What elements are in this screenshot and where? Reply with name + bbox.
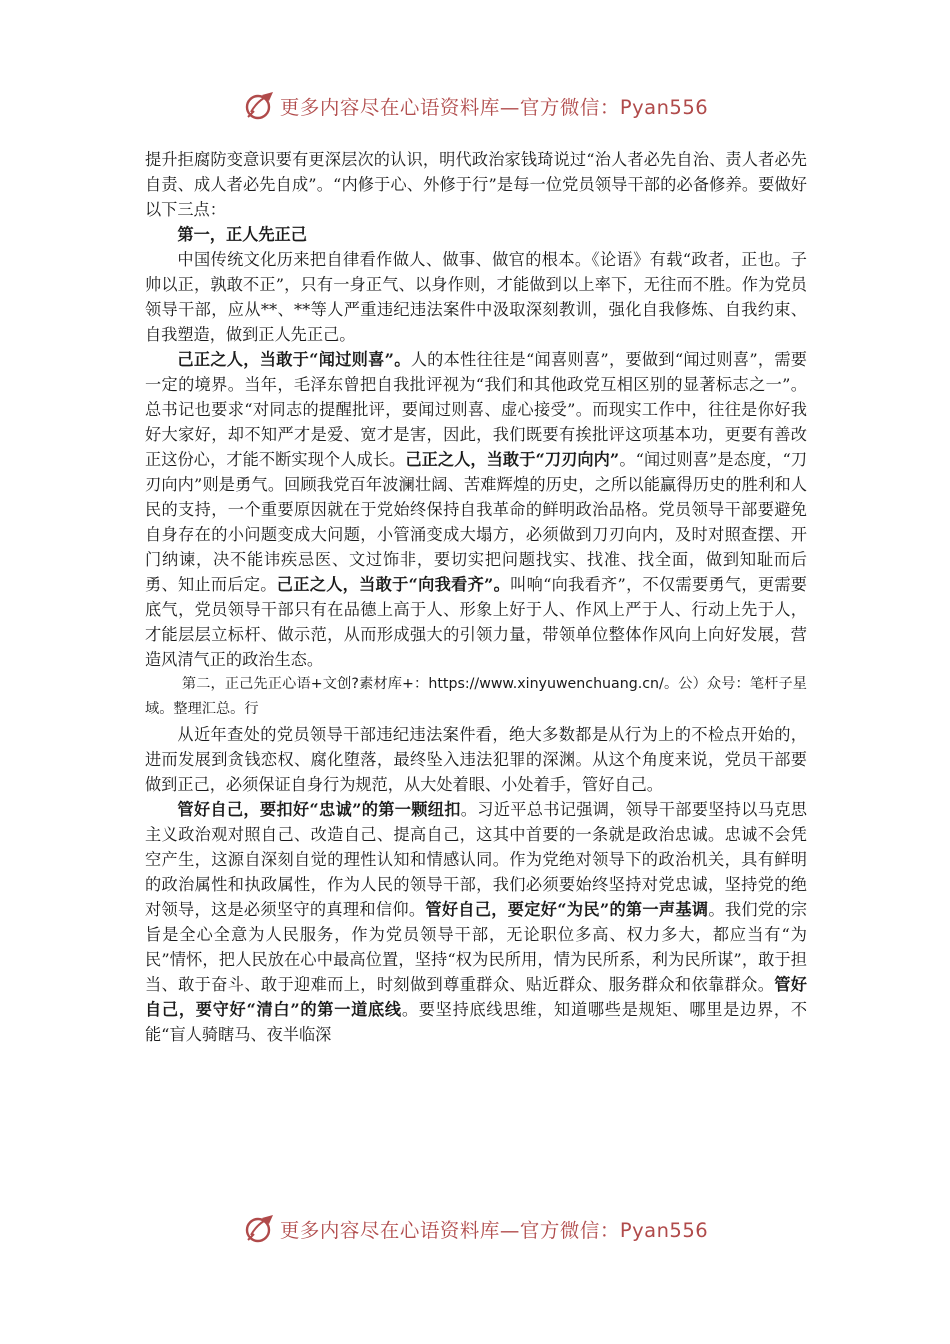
- bold-lead-5: 管好自己，要定好“为民”的第一声基调: [425, 900, 709, 919]
- bold-lead-1: 己正之人，当敢于“闻过则喜”。: [177, 350, 411, 369]
- bold-lead-4: 管好自己，要扣好“忠诚”的第一颗纽扣: [177, 800, 461, 819]
- bold-lead-6: 管好自己，要守好“清白”的第一道底线: [145, 975, 807, 1019]
- watermark-banner-bottom: [0, 1209, 950, 1249]
- pen-logo-icon: [242, 1212, 276, 1246]
- self-correction-paragraph: 己正之人，当敢于“闻过则喜”。人的本性往往是“闻喜则喜”，要做到“闻过则喜”，需要一定的境界。当年，毛泽东曾把自我批评视为“我们和其他政党互相区别的显著标志之一”。总书记也要求“对同志的提醒批评，要闻过则喜、虚心接受”。而现实工作中，往往是你好我好大家好，却不知严才是爱、宽才是害，因此，我们既要有挨批评这项基本功，更要有善改正这份心，才能不断实现个人成长。己正之人，当敢于“刀刃向内”。“闻过则喜”是态度，“刀刃向内”则是勇气。回顾我党百年波澜壮阔、苦难辉煌的历史，之所以能赢得历史的胜利和人民的支持，一个重要原因就在于党始终保持自我革命的鲜明政治品格。党员领导干部要避免自身存在的小问题变成大问题，小管涌变成大塌方，必须做到刀刃向内，及时对照查摆、开门纳谏，决不能讳疾忌医、文过饰非，要切实把问题找实、找准、找全面，做到知耻而后勇、知止而后定。己正之人，当敢于“向我看齐”。叫响“向我看齐”，不仅需要勇气，更需要底气，党员领导干部只有在品德上高于人、形象上好于人、作风上严于人、行动上先于人，才能层层立标杆、做示范，从而形成强大的引领力量，带领单位整体作风向上向好发展，营造风清气正的政治生态。: [145, 350, 808, 669]
- manage-self-paragraph: 管好自己，要扣好“忠诚”的第一颗纽扣。习近平总书记强调，领导干部要坚持以马克思主义政治观对照自己、改造自己、提高自己，这其中首要的一条就是政治忠诚。忠诚不会凭空产生，这源自深刻自觉的理性认知和情感认同。作为党绝对领导下的政治机关，具有鲜明的政治属性和执政属性，作为人民的领导干部，我们必须要始终坚持对党忠诚，坚持党的绝对领导，这是必须坚守的真理和信仰。管好自己，要定好“为民”的第一声基调。我们党的宗旨是全心全意为人民服务，作为党员领导干部，无论职位多高、权力多大，都应当有“为民”情怀，把人民放在心中最高位置，坚持“权为民所用，情为民所系，利为民所谋”，敢于担当、敢于奋斗、敢于迎难而上，时刻做到尊重群众、贴近群众、服务群众和依靠群众。管好自己，要守好“清白”的第一道底线。要坚持底线思维，知道哪些是规矩、哪里是边界，不能“盲人骑瞎马、夜半临深: [145, 800, 808, 1044]
- watermark-text: 更多内容尽在心语资料库—官方微信：Pyan556: [279, 96, 709, 119]
- document-body: [145, 147, 807, 1047]
- section-heading-1: 第一，正人先正己: [177, 225, 307, 244]
- bold-lead-3: 己正之人，当敢于“向我看齐”。: [276, 575, 511, 594]
- section-heading-2: 第二，正己先正心语+文创?素材库+：https://www.xinyuwenchuang.cn/。公）众号：笔杆子星域。整理汇总。行: [145, 676, 807, 717]
- watermark-banner-top: [0, 86, 950, 126]
- bold-lead-2: 己正之人，当敢于“刀刃向内”: [405, 450, 620, 469]
- pen-logo-icon: [242, 89, 276, 123]
- intro-paragraph: 提升拒腐防变意识要有更深层次的认识，明代政治家钱琦说过“治人者必先自治、责人者必先自责、成人者必先自成”。“内修于心、外修于行”是每一位党员领导干部的必备修养。要做好以下三点：: [145, 150, 807, 219]
- section-2-paragraph: 从近年查处的党员领导干部违纪违法案件看，绝大多数都是从行为上的不检点开始的，进而发展到贪钱恋权、腐化堕落，最终坠入违法犯罪的深渊。从这个角度来说，党员干部要做到正己，必须保证自身行为规范，从大处着眼、小处着手，管好自己。: [145, 725, 807, 794]
- section-1-paragraph: 中国传统文化历来把自律看作做人、做事、做官的根本。《论语》有载“政者，正也。子帅以正，孰敢不正”，只有一身正气、以身作则，才能做到以上率下，无往而不胜。作为党员领导干部，应从**、**等人严重违纪违法案件中汲取深刻教训，强化自我修炼、自我约束、自我塑造，做到正人先正己。: [145, 250, 807, 344]
- watermark-text: 更多内容尽在心语资料库—官方微信：Pyan556: [279, 1219, 709, 1242]
